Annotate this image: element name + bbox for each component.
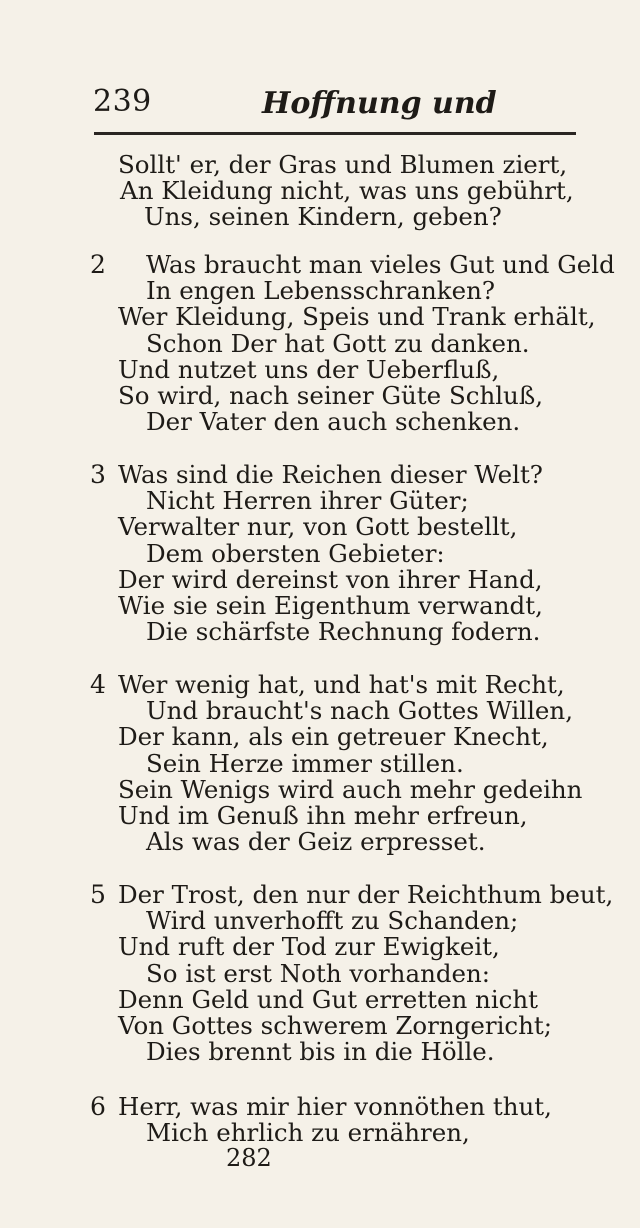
- verse-line: Denn Geld und Gut erretten nicht: [118, 984, 539, 1014]
- verse-line: Sein Herze immer stillen.: [146, 748, 464, 778]
- verse-line: Der Vater den auch schenken.: [146, 407, 521, 437]
- verse-line: Die schärfste Rechnung fodern.: [146, 617, 541, 647]
- verse-line: Von Gottes schwerem Zorngericht;: [118, 1011, 553, 1040]
- verse-line: Der Trost, den nur der Reichthum beut,: [118, 880, 614, 909]
- verse-line: Sollt' er, der Gras und Blumen ziert,: [118, 150, 568, 179]
- verse-line: Und ruft der Tod zur Ewigkeit,: [118, 932, 500, 962]
- verse-line: Und nutzet uns der Ueberfluß,: [118, 354, 500, 384]
- verse-line: Der wird dereinst von ihrer Hand,: [118, 564, 543, 594]
- signature-mark: 282: [226, 1144, 272, 1172]
- verse-line: Wer Kleidung, Speis und Trank erhält,: [118, 302, 596, 332]
- verse-number: 5: [90, 880, 106, 909]
- verse-line: An Kleidung nicht, was uns gebührt,: [120, 176, 574, 206]
- verse-line: Wer wenig hat, und hat's mit Recht,: [118, 670, 565, 699]
- header-rule: [94, 132, 576, 135]
- verse-line: Was sind die Reichen dieser Welt?: [118, 460, 543, 489]
- verse-number: 3: [90, 460, 106, 489]
- verse-line: Mich ehrlich zu ernähren,: [146, 1118, 470, 1148]
- verse-line: So wird, nach seiner Güte Schluß,: [118, 381, 543, 410]
- verse-line: Wie sie sein Eigenthum verwandt,: [118, 591, 543, 620]
- verse-line: So ist erst Noth vorhanden:: [146, 958, 491, 988]
- verse-line: Und im Genuß ihn mehr erfreun,: [118, 801, 528, 830]
- verse-line: Dies brennt bis in die Hölle.: [146, 1037, 495, 1067]
- verse-number: 6: [90, 1092, 106, 1121]
- verse-line: Dem obersten Gebieter:: [146, 538, 445, 568]
- verse-line: Was braucht man vieles Gut und Geld: [146, 250, 615, 279]
- verse-line: Sein Wenigs wird auch mehr gedeihn: [118, 774, 583, 804]
- verse-number: 2: [90, 250, 106, 279]
- verse-line: Nicht Herren ihrer Güter;: [146, 486, 469, 516]
- verse-line: Schon Der hat Gott zu danken.: [146, 328, 530, 358]
- verse-line: Der kann, als ein getreuer Knecht,: [118, 722, 549, 752]
- verse-line: In engen Lebensschranken?: [146, 276, 496, 306]
- verse-number: 4: [90, 670, 106, 699]
- verse-line: Wird unverhofft zu Schanden;: [146, 906, 519, 936]
- page-number: 239: [93, 84, 152, 119]
- verse-line: Herr, was mir hier vonnöthen thut,: [118, 1092, 552, 1121]
- running-title: Hoffnung und: [262, 86, 497, 121]
- verse-line: Verwalter nur, von Gott bestellt,: [118, 512, 518, 542]
- verse-line: Uns, seinen Kindern, geben?: [144, 202, 502, 232]
- verse-line: Und braucht's nach Gottes Willen,: [146, 696, 573, 726]
- verse-line: Als was der Geiz erpresset.: [146, 827, 486, 857]
